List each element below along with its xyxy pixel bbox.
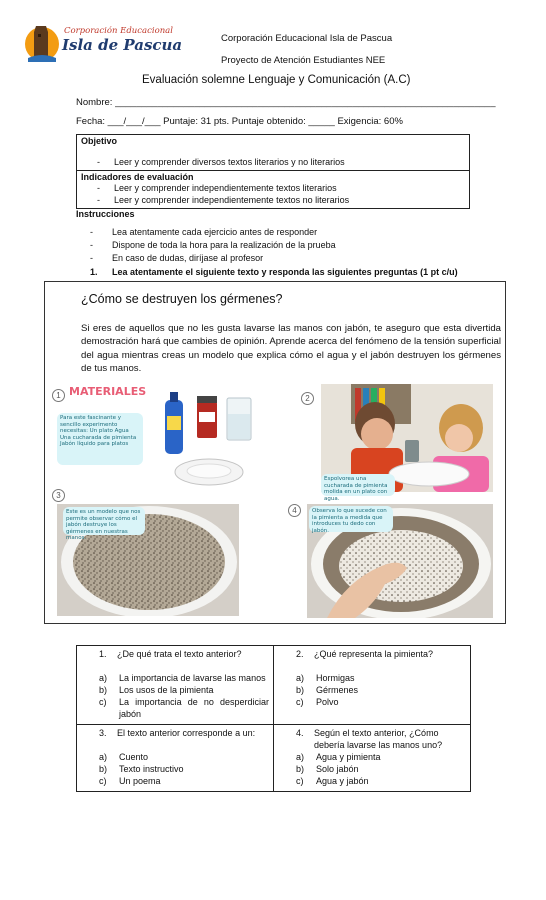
panel4-caption: Observa lo que sucede con la pimienta a medida que introduces tu dedo con jabón. bbox=[309, 506, 393, 532]
option-a[interactable]: a) Agua y pimienta bbox=[296, 752, 381, 762]
materials-image bbox=[157, 390, 267, 494]
indicators-label: Indicadores de evaluación bbox=[81, 172, 194, 182]
option-a[interactable]: a) Cuento bbox=[99, 752, 149, 762]
indicator-item: - Leer y comprender independientemente textos literarios bbox=[97, 183, 337, 193]
school-logo bbox=[22, 18, 183, 68]
question-text: ¿De qué trata el texto anterior? bbox=[117, 649, 242, 659]
instruction-numbered: 1. Lea atentamente el siguiente texto y responda las siguientes preguntas (1 pt c/u) bbox=[90, 266, 458, 277]
panel-number-4: 4 bbox=[288, 504, 301, 517]
instruction-item: - Dispone de toda la hora para la realización de la prueba bbox=[90, 240, 336, 251]
materials-text: Para este fascinante y sencillo experimento necesitas: Un plato Agua Una cucharada de pimienta Jabón líquido para platos bbox=[57, 413, 143, 465]
school-name: Corporación Educacional Isla de Pascua bbox=[221, 33, 393, 44]
logo-text-line1: Corporación Educacional bbox=[64, 26, 173, 36]
instruction-item: - En caso de dudas, diríjase al profesor bbox=[90, 253, 264, 264]
project-name: Proyecto de Atención Estudiantes NEE bbox=[221, 55, 386, 66]
instructions bbox=[76, 208, 476, 279]
panel-number-2: 2 bbox=[301, 392, 314, 405]
reading-paragraph: Si eres de aquellos que no les gusta lavarse las manos con jabón, te aseguro que esta divertida demostración hará que cambies de opinión. Aprende acerca del fenómeno de la tensión superficial del agua mientras creas un modelo que explica cómo el agua y el jabón destruyen los gérmenes de tus manos. bbox=[81, 323, 501, 374]
option-a[interactable]: a) La importancia de lavarse las manos bbox=[99, 673, 266, 683]
indicators-row bbox=[77, 171, 469, 208]
questions-table bbox=[76, 645, 471, 792]
objective-row bbox=[77, 135, 469, 171]
exam-info-line: Fecha: ___/___/___ Puntaje: 31 pts. Puntaje obtenido: _____ Exigencia: 60% bbox=[76, 116, 403, 127]
question-1: 1. ¿De qué trata el texto anterior? a) La importancia de lavarse las manos b) Los usos de la pimienta c) La importancia de no desperdiciar jabón bbox=[77, 646, 274, 725]
question-2: 2. ¿Qué representa la pimienta? a) Hormigas b) Gérmenes c) Polvo bbox=[274, 646, 471, 725]
question-3: 3. El texto anterior corresponde a un: a) Cuento b) Texto instructivo c) Un poema bbox=[77, 725, 274, 792]
objective-item: - Leer y comprender diversos textos literarios y no literarios bbox=[97, 157, 345, 167]
option-b[interactable]: b) Los usos de la pimienta bbox=[99, 685, 214, 695]
option-c[interactable]: c) Agua y jabón bbox=[296, 776, 369, 786]
option-b[interactable]: b) Gérmenes bbox=[296, 685, 359, 695]
panel2-caption: Espolvorea una cucharada de pimienta molida en un plato con agua. bbox=[321, 474, 395, 496]
reading-box bbox=[44, 281, 506, 624]
option-c[interactable]: c) La importancia de no desperdiciar jabón bbox=[99, 697, 269, 719]
question-text: El texto anterior corresponde a un: bbox=[117, 728, 256, 738]
instruction-item: - Lea atentamente cada ejercicio antes de responder bbox=[90, 227, 318, 237]
question-text: Según el texto anterior, ¿Cómo debería lavarse las manos uno? bbox=[314, 728, 443, 750]
panel-number-1: 1 bbox=[52, 389, 65, 402]
materials-title: MATERIALES bbox=[69, 385, 147, 398]
instructions-label: Instrucciones bbox=[76, 209, 135, 219]
objective-label: Objetivo bbox=[81, 136, 118, 146]
panel-number-3: 3 bbox=[52, 489, 65, 502]
panel3-caption: Este es un modelo que nos permite observar cómo el jabón destruye los gérmenes en nuestras manos. bbox=[63, 507, 145, 535]
question-4: 4. Según el texto anterior, ¿Cómo debería lavarse las manos uno? a) Agua y pimienta b) Solo jabón c) Agua y jabón bbox=[274, 725, 471, 792]
option-b[interactable]: b) Solo jabón bbox=[296, 764, 359, 774]
option-a[interactable]: a) Hormigas bbox=[296, 673, 355, 683]
option-c[interactable]: c) Un poema bbox=[99, 776, 161, 786]
moai-logo-icon bbox=[22, 18, 62, 68]
indicator-item: - Leer y comprender independientemente textos no literarios bbox=[97, 195, 350, 205]
question-text: ¿Qué representa la pimienta? bbox=[314, 649, 434, 659]
option-b[interactable]: b) Texto instructivo bbox=[99, 764, 184, 774]
name-field[interactable]: Nombre: ________________________________________________________________________ bbox=[76, 97, 496, 108]
reading-title: ¿Cómo se destruyen los gérmenes? bbox=[81, 292, 283, 306]
option-c[interactable]: c) Polvo bbox=[296, 697, 339, 707]
logo-text-line2: Isla de Pascua bbox=[62, 36, 183, 54]
objectives-box bbox=[76, 134, 470, 209]
exam-title: Evaluación solemne Lenguaje y Comunicación (A.C) bbox=[142, 74, 411, 86]
